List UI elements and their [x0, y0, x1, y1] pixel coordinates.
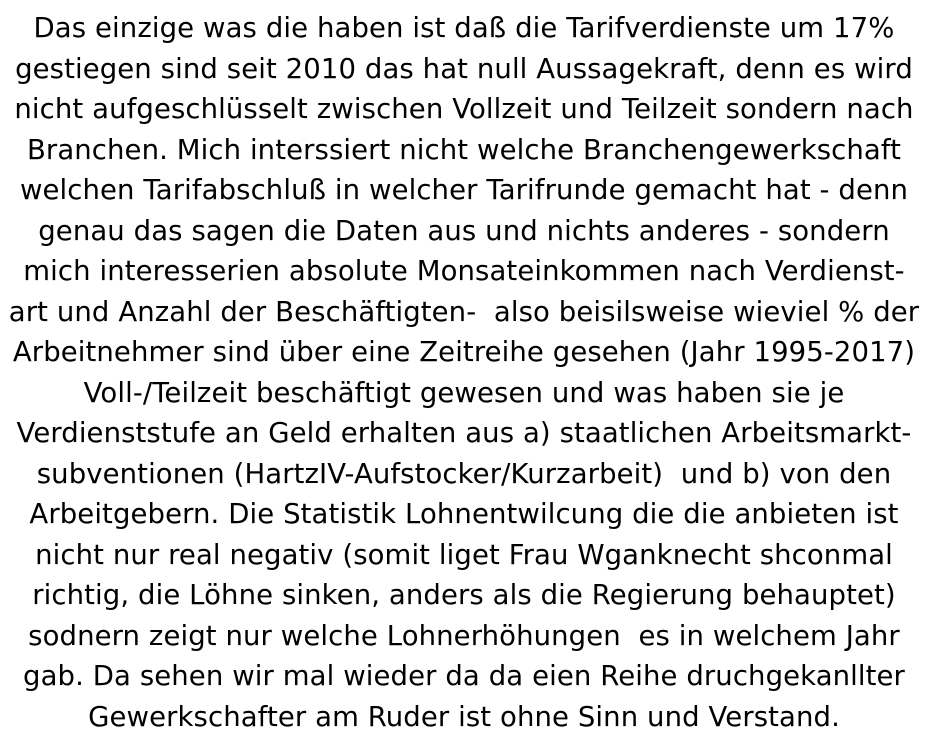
text-line: Verdienststufe an Geld erhalten aus a) staatlichen Arbeitsmarkt-: [16, 417, 912, 449]
text-line: subventionen (HartzIV-Aufstocker/Kurzarbeit) und b) von den: [36, 457, 892, 490]
text-line: gab. Da sehen wir mal wieder da da eien Reihe druchgekanllter: [23, 660, 905, 692]
text-line: Gewerkschafter am Ruder ist ohne Sinn und Verstand.: [88, 700, 840, 733]
text-line: welchen Tarifabschluß in welcher Tarifrunde gemacht hat - denn: [19, 174, 909, 206]
text-line: gestiegen sind seit 2010 das hat null Aussagekraft, denn es wird: [15, 52, 913, 85]
text-line: Arbeitnehmer sind über eine Zeitreihe gesehen (Jahr 1995-2017): [12, 336, 916, 368]
text-line: Arbeitgebern. Die Statistik Lohnentwilcung die die anbieten ist: [29, 498, 899, 530]
text-line: nicht nur real negativ (somit liget Frau Wganknecht shconmal: [35, 538, 893, 571]
text-line: genau das sagen die Daten aus und nichts anderes - sondern: [38, 214, 890, 247]
text-line: Das einzige was die haben ist daß die Tarifverdienste um 17%: [33, 12, 895, 44]
text-line: Voll-/Teilzeit beschäftigt gewesen und was haben sie je: [83, 376, 845, 409]
text-line: mich interesserien absolute Monsateinkommen nach Verdienst-: [23, 255, 905, 287]
text-line: sodnern zeigt nur welche Lohnerhöhungen es in welchem Jahr: [28, 619, 900, 652]
text-line: nicht aufgeschlüsselt zwischen Vollzeit und Teilzeit sondern nach: [14, 93, 914, 125]
text-line: Branchen. Mich interssiert nicht welche Branchengewerkschaft: [26, 133, 902, 166]
text-line: art und Anzahl der Beschäftigten- also beisilsweise wieviel % der: [8, 295, 920, 328]
text-line: richtig, die Löhne sinken, anders als die Regierung behauptet): [32, 579, 896, 611]
